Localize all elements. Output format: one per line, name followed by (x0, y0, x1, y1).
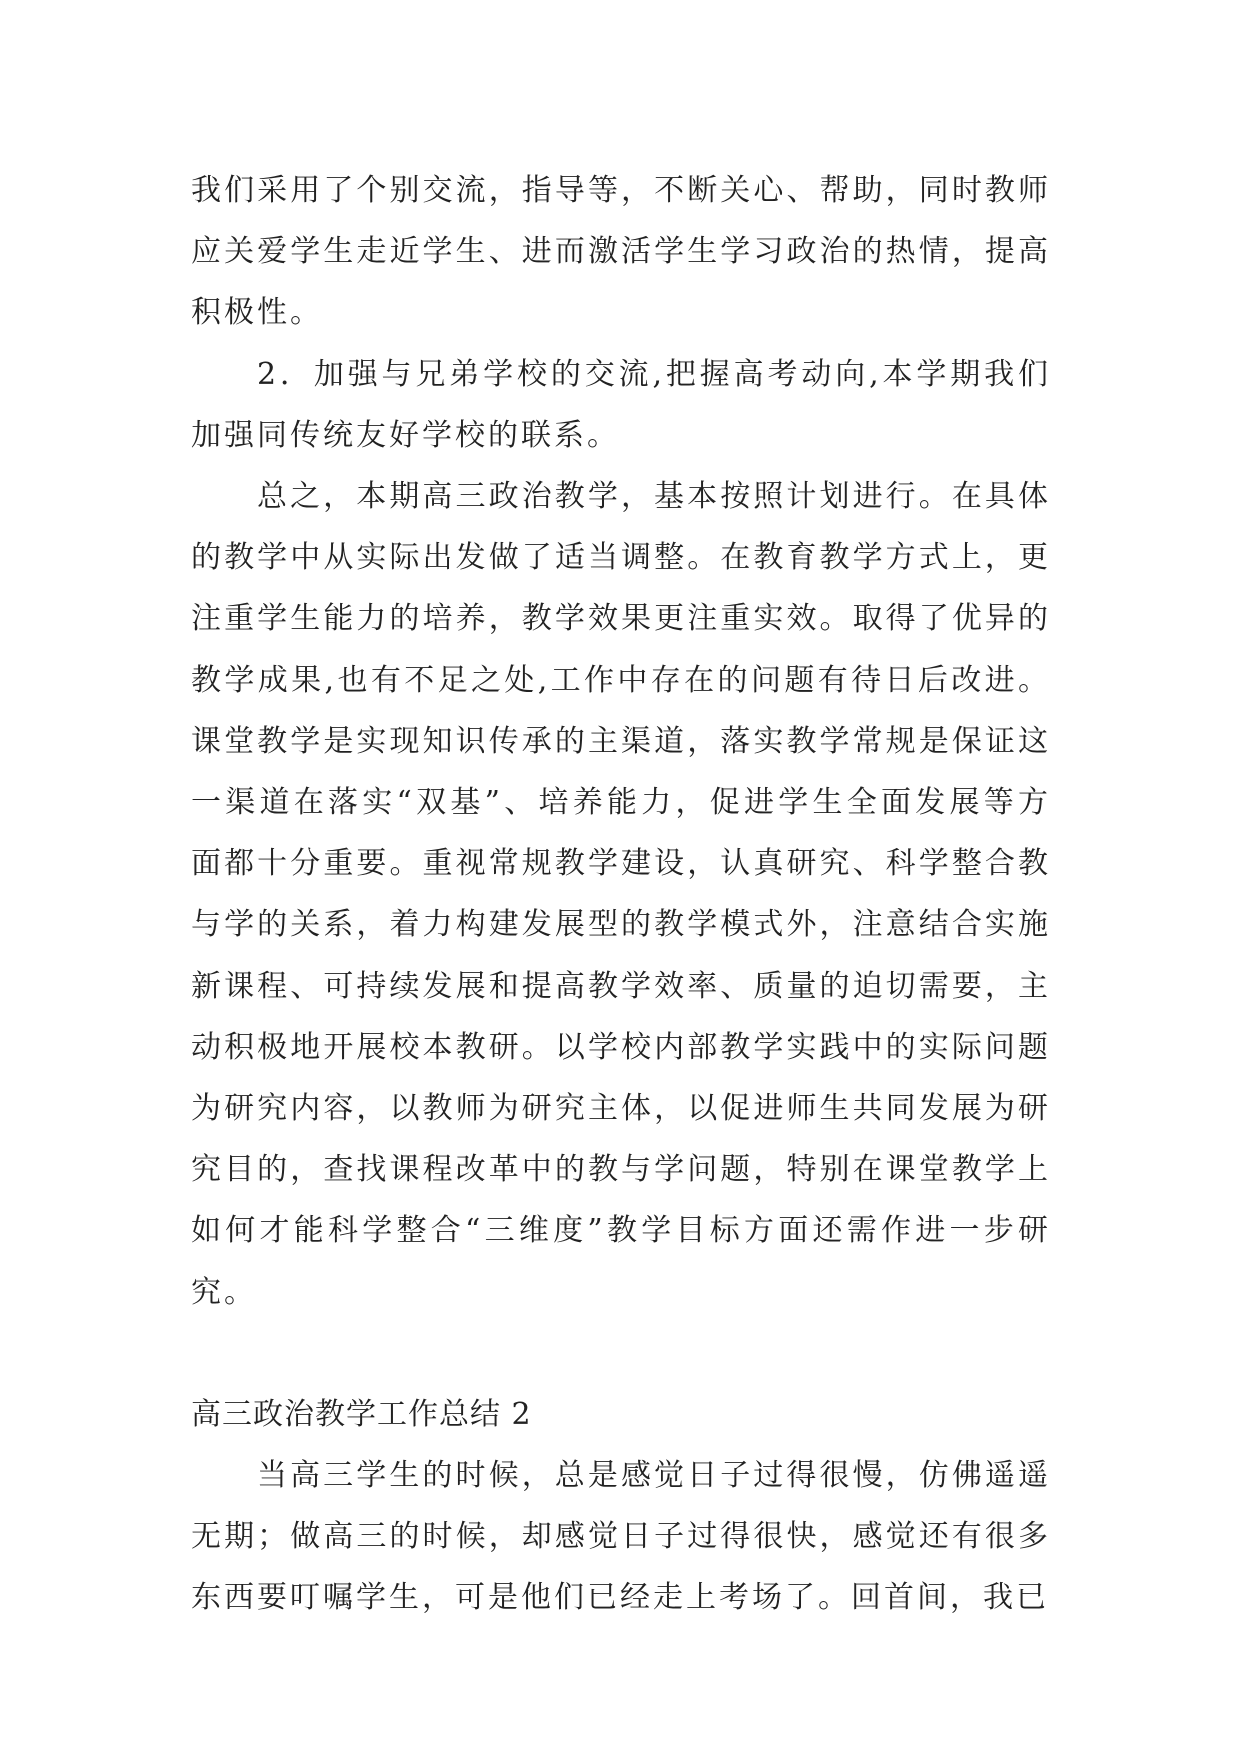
section-heading: 高三政治教学工作总结 2 (191, 1396, 532, 1432)
document-body (191, 160, 1051, 1629)
paragraph-intro: 当高三学生的时候，总是感觉日子过得很慢，仿佛遥遥无期；做高三的时候，却感觉日子过得很快，感觉还有很多东西要叮嘱学生，可是他们已经走上考场了。回首间，我已 (191, 1458, 1051, 1616)
paragraph-summary: 总之，本期高三政治教学，基本按照计划进行。在具体的教学中从实际出发做了适当调整。在教育教学方式上，更注重学生能力的培养，教学效果更注重实效。取得了优异的教学成果,也有不足之处,工作中存在的问题有待日后改进。课堂教学是实现知识传承的主渠道，落实教学常规是保证这一渠道在落实“双基”、培养能力，促进学生全面发展等方面都十分重要。重视常规教学建设，认真研究、科学整合教与学的关系，着力构建发展型的教学模式外，注意结合实施新课程、可持续发展和提高教学效率、质量的迫切需要，主动积极地开展校本教研。以学校内部教学实践中的实际问题为研究内容，以教师为研究主体，以促进师生共同发展为研究目的，查找课程改革中的教与学问题，特别在课堂教学上如何才能科学整合“三维度”教学目标方面还需作进一步研究。 (191, 479, 1051, 1310)
paragraph-continuation: 我们采用了个别交流，指导等，不断关心、帮助，同时教师应关爱学生走近学生、进而激活学生学习政治的热情，提高积极性。 (191, 173, 1051, 331)
paragraph-school-exchange: 2．加强与兄弟学校的交流,把握高考动向,本学期我们加强同传统友好学校的联系。 (191, 356, 1051, 453)
